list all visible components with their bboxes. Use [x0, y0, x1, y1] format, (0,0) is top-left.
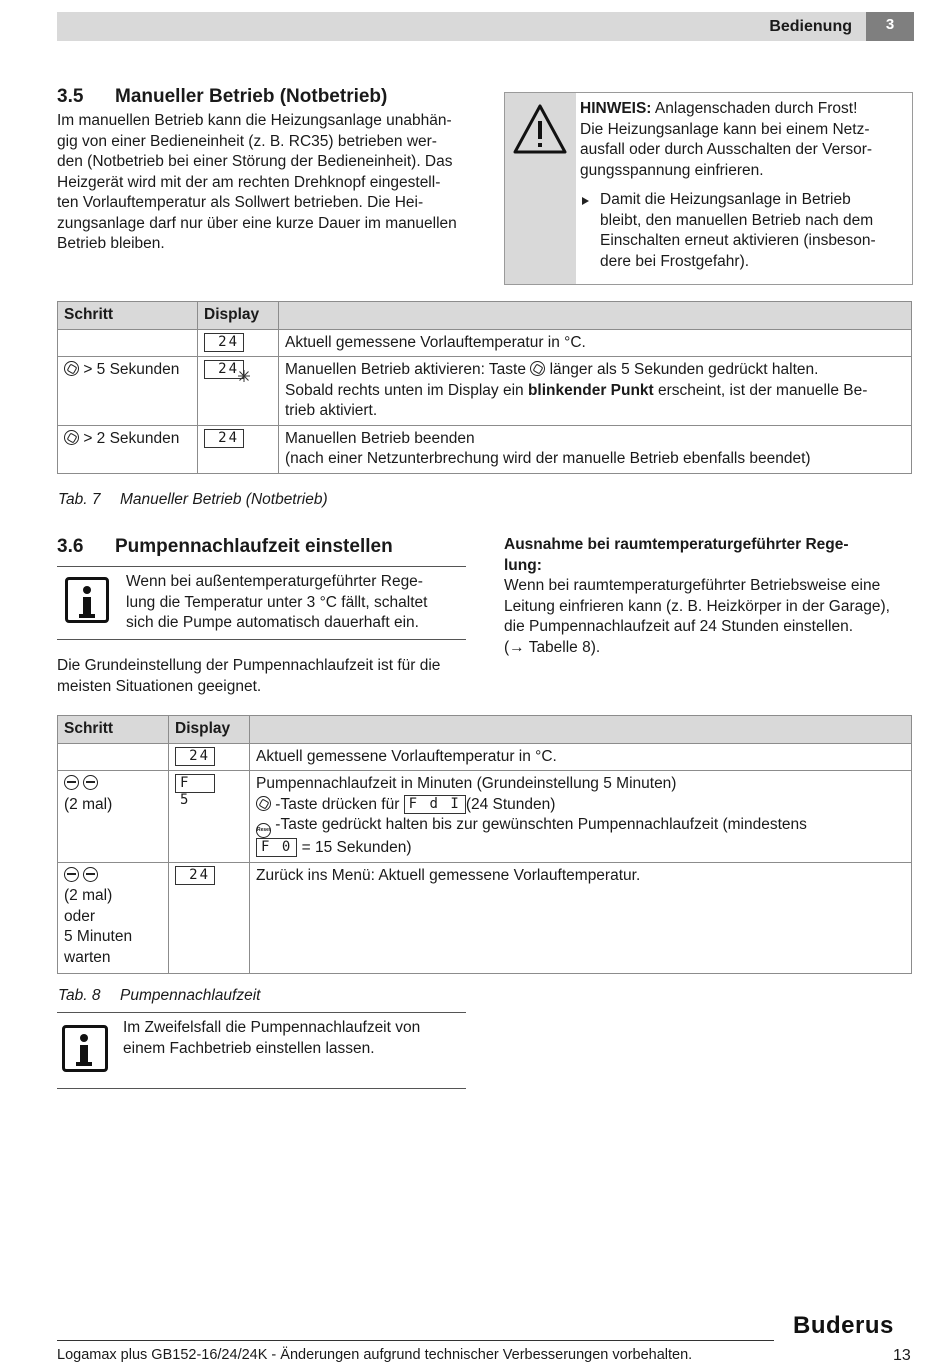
lcd-display: F 0 — [256, 838, 297, 857]
caption-text: Manueller Betrieb (Notbetrieb) — [120, 491, 328, 508]
text-line — [285, 381, 905, 402]
text-line: Im manuellen Betrieb kann die Heizungsanlage unabhän- — [57, 112, 452, 129]
step-text: > 2 Sekunden — [83, 429, 180, 447]
notice-text — [580, 99, 905, 272]
section-number: 3.6 — [57, 536, 84, 557]
table-row — [58, 329, 912, 357]
exception-title: Ausnahme bei raumtemperaturgeführter Rege- — [504, 536, 849, 553]
footer-rule — [57, 1340, 774, 1341]
manual-button-icon — [530, 361, 545, 376]
text-line: (nach einer Netzunterbrechung wird der manuelle Betrieb ebenfalls beendet) — [285, 450, 811, 467]
step-text: > 5 Sekunden — [83, 361, 180, 378]
section-paragraph — [57, 656, 477, 697]
col-header-display: Display — [169, 716, 250, 744]
notice-box — [504, 92, 913, 285]
info-box — [57, 1012, 466, 1089]
description-cell — [279, 357, 912, 426]
table-7-caption — [58, 490, 328, 511]
text-line — [256, 815, 905, 838]
description-cell: Zurück ins Menü: Aktuell gemessene Vorlauftemperatur. — [250, 862, 912, 973]
table-row — [58, 357, 912, 426]
description-cell: Aktuell gemessene Vorlauftemperatur in °C. — [279, 329, 912, 357]
manual-button-icon — [256, 796, 271, 811]
text-line: Wenn bei raumtemperaturgeführter Betriebsweise eine — [504, 577, 881, 594]
display-cell — [169, 743, 250, 771]
display-cell — [198, 425, 279, 473]
text-line — [256, 795, 905, 816]
text-line: Leitung einfrieren kann (z. B. Heizkörper in der Garage), — [504, 597, 890, 615]
step-text: (2 mal) — [64, 887, 113, 904]
text-line: den (Notbetrieb bei einer Störung der Bedieneinheit). Das — [57, 153, 453, 170]
caption-number: Tab. 8 — [58, 987, 101, 1004]
text-line: Die Grundeinstellung der Pumpennachlaufzeit ist für die — [57, 657, 441, 674]
header-title: Bedienung — [769, 18, 852, 35]
section-title: Manueller Betrieb (Notbetrieb) — [115, 86, 388, 107]
text-line: Die Heizungsanlage kann bei einem Netz- — [580, 120, 870, 138]
exception-title: lung: — [504, 556, 542, 574]
lcd-display: F d I — [404, 795, 466, 814]
warning-icon — [512, 103, 568, 155]
section-heading — [57, 85, 477, 109]
section-title: Pumpennachlaufzeit einstellen — [115, 536, 393, 557]
notice-bullet — [580, 190, 905, 272]
text-line: Wenn bei außentemperaturgeführter Rege- — [126, 573, 423, 590]
table-row — [58, 425, 912, 473]
notice-title: Anlagenschaden durch Frost! — [651, 100, 858, 117]
table-row — [58, 862, 912, 973]
step-text: 5 Minuten — [64, 928, 133, 945]
text-line — [256, 838, 905, 859]
text-line: trieb aktiviert. — [285, 402, 378, 419]
info-box — [57, 566, 466, 640]
info-icon — [65, 577, 109, 623]
blinking-dot-icon — [238, 370, 250, 382]
lcd-display: 24 — [175, 866, 215, 885]
step-cell — [58, 862, 169, 973]
text-line: einem Fachbetrieb einstellen lassen. — [123, 1039, 375, 1057]
text-line: Pumpennachlaufzeit in Minuten (Grundeinstellung 5 Minuten) — [256, 775, 677, 792]
text-line: sich die Pumpe automatisch dauerhaft ein. — [126, 614, 419, 631]
step-cell — [58, 329, 198, 357]
notice-sidebar — [505, 93, 576, 284]
text-line: ausfall oder durch Ausschalten der Versor- — [580, 141, 873, 158]
step-cell — [58, 357, 198, 426]
bullet-arrow-icon — [582, 197, 589, 205]
text-line: Einschalten erneut aktivieren (insbeson- — [600, 232, 876, 249]
table-row — [58, 743, 912, 771]
lcd-display: F 5 — [175, 774, 215, 793]
caption-text: Pumpennachlaufzeit — [120, 987, 261, 1004]
display-cell — [169, 771, 250, 863]
text-line: Betrieb bleiben. — [57, 235, 165, 252]
section-paragraph — [57, 111, 477, 255]
text-line: Im Zweifelsfall die Pumpennachlaufzeit von — [123, 1019, 421, 1036]
step-cell — [58, 771, 169, 863]
text-line: lung die Temperatur unter 3 °C fällt, schaltet — [126, 593, 428, 611]
table-row — [58, 771, 912, 863]
text-span: länger als 5 Sekunden gedrückt halten. — [545, 361, 819, 378]
description-cell — [279, 425, 912, 473]
text-line — [285, 360, 905, 381]
service-button-icon — [64, 867, 79, 882]
display-cell — [198, 357, 279, 426]
manual-button-icon — [64, 361, 79, 376]
col-header-schritt: Schritt — [58, 302, 198, 330]
text-span: Sobald rechts unten im Display ein — [285, 381, 528, 399]
caption-number: Tab. 7 — [58, 491, 101, 508]
display-cell — [198, 329, 279, 357]
section-heading — [57, 535, 467, 559]
notice-label: HINWEIS: — [580, 100, 652, 117]
service-button-icon — [64, 775, 79, 790]
text-line: Manuellen Betrieb beenden — [285, 429, 475, 447]
reset-button-icon: Reset — [256, 823, 271, 838]
footer-text: Logamax plus GB152-16/24/24K - Änderungen aufgrund technischer Verbesserungen vorbehalten. — [57, 1347, 693, 1363]
description-cell: Aktuell gemessene Vorlauftemperatur in °C. — [250, 743, 912, 771]
lcd-display: 24 — [175, 747, 215, 766]
page-header-bar — [57, 12, 914, 41]
text-bold: blinkender Punkt — [527, 381, 654, 399]
lcd-display: 24 — [204, 333, 244, 352]
table-8 — [57, 715, 912, 974]
manual-button-icon — [64, 430, 79, 445]
text-span: (24 Stunden) — [465, 795, 556, 813]
col-header-description — [279, 302, 912, 330]
section-number: 3.5 — [57, 86, 84, 107]
text-line: meisten Situationen geeignet. — [57, 677, 262, 695]
col-header-description — [250, 716, 912, 744]
notice-headline — [580, 99, 905, 120]
text-line: Heizgerät wird mit der am rechten Drehknopf eingestell- — [57, 173, 441, 191]
step-text: warten — [64, 948, 111, 966]
col-header-display: Display — [198, 302, 279, 330]
text-span: -Taste gedrückt halten bis zur gewünschten Pumpennachlaufzeit (mindestens — [271, 816, 807, 833]
col-header-schritt: Schritt — [58, 716, 169, 744]
step-text: oder — [64, 907, 96, 925]
text-span: -Taste drücken für — [271, 795, 404, 813]
text-line: gig von einer Bedieneinheit (z. B. RC35) betrieben wer- — [57, 132, 437, 150]
step-cell — [58, 743, 169, 771]
info-text — [123, 1018, 463, 1059]
lcd-display: 24 — [204, 429, 244, 448]
section-3-6 — [57, 535, 467, 559]
text-line: dere bei Frostgefahr). — [600, 252, 750, 270]
table-8-caption — [58, 986, 260, 1007]
text-line: gungsspannung einfrieren. — [580, 161, 764, 179]
text-span: erscheint, ist der manuelle Be- — [653, 381, 868, 399]
info-icon — [62, 1025, 108, 1072]
text-line: (→ Tabelle 8). — [504, 638, 601, 656]
brand-logo: Buderus — [793, 1312, 894, 1339]
text-line: bleibt, den manuellen Betrieb nach dem — [600, 211, 874, 229]
display-cell — [169, 862, 250, 973]
step-text: (2 mal) — [64, 795, 113, 813]
text-line: Damit die Heizungsanlage in Betrieb — [600, 191, 851, 208]
chapter-number: 3 — [866, 12, 914, 41]
text-span: Manuellen Betrieb aktivieren: Taste — [285, 361, 531, 378]
text-line: ten Vorlauftemperatur als Sollwert betrieben. Die Hei- — [57, 194, 424, 211]
table-header-row — [58, 302, 912, 330]
table-7 — [57, 301, 912, 474]
step-icons — [64, 774, 162, 795]
table-header-row — [58, 716, 912, 744]
exception-block — [504, 535, 914, 658]
service-button-icon — [83, 775, 98, 790]
step-cell — [58, 425, 198, 473]
info-text — [126, 572, 466, 634]
text-span: = 15 Sekunden) — [297, 839, 412, 856]
step-icons — [64, 866, 162, 887]
text-line: die Pumpennachlaufzeit auf 24 Stunden einstellen. — [504, 618, 853, 635]
section-3-5 — [57, 85, 477, 255]
description-cell — [250, 771, 912, 863]
page-number: 13 — [893, 1347, 911, 1364]
text-line: zungsanlage darf nur über eine kurze Dauer im manuellen — [57, 214, 457, 232]
lcd-display: 24 — [204, 360, 244, 379]
service-button-icon — [83, 867, 98, 882]
